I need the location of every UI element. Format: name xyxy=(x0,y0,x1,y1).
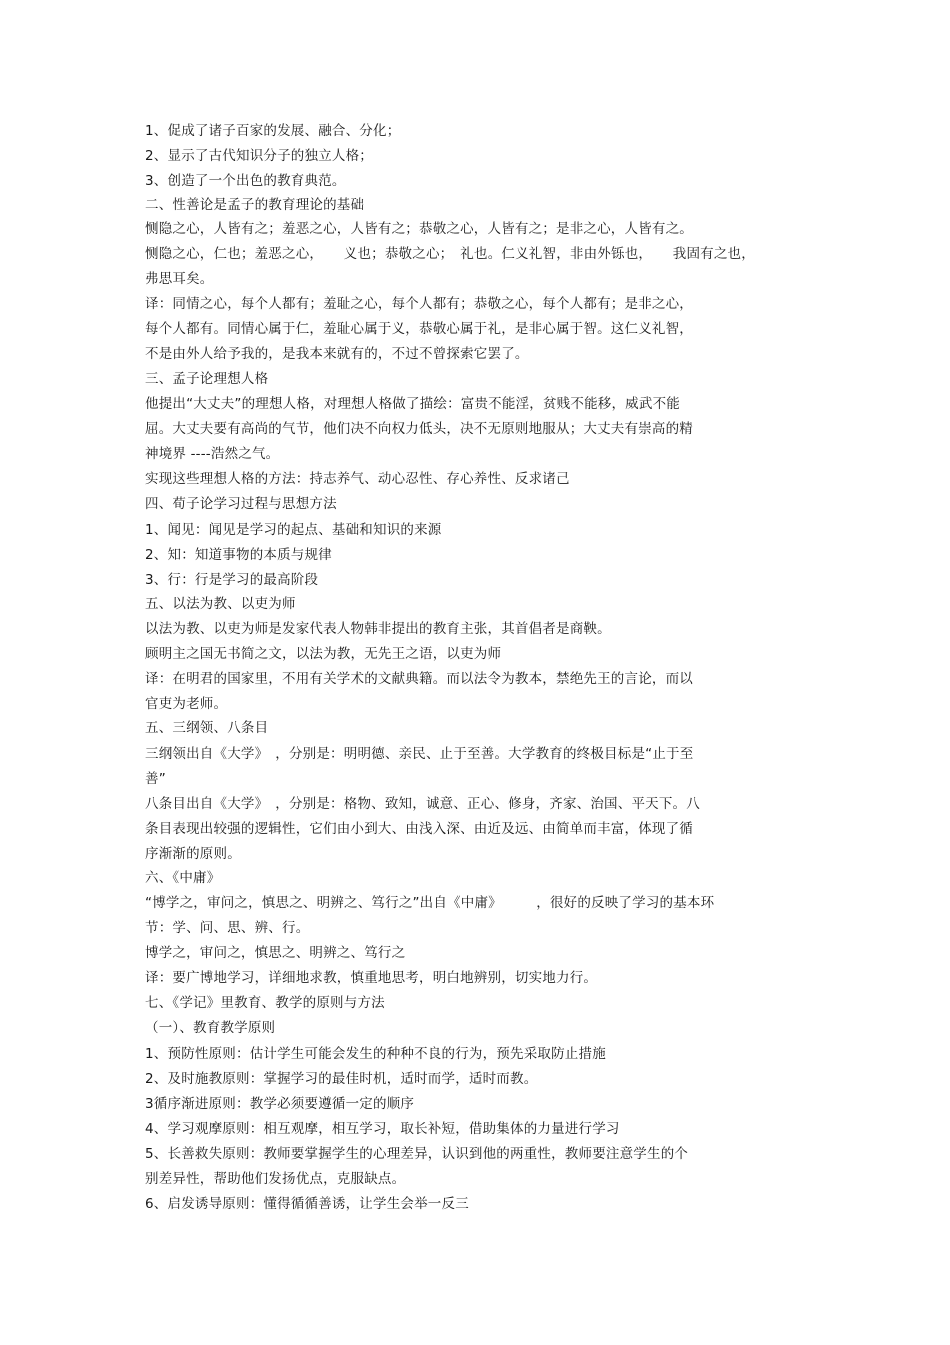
section-heading: 三、孟子论理想人格 xyxy=(145,371,269,387)
text-line: 每个人都有。同情心属于仁，羞耻心属于义，恭敬心属于礼，是非心属于智。这仁义礼智， xyxy=(145,321,693,337)
text-line: 1、促成了诸子百家的发展、融合、分化； xyxy=(145,123,401,139)
text-line: 恻隐之心，人皆有之；羞恶之心，人皆有之；恭敬之心，人皆有之；是非之心，人皆有之。 xyxy=(145,221,693,237)
text-line: 4、学习观摩原则：相互观摩，相互学习，取长补短，借助集体的力量进行学习 xyxy=(145,1121,620,1137)
text-line: 译：在明君的国家里，不用有关学术的文献典籍。而以法令为教本，禁绝先王的言论，而以 xyxy=(145,671,693,687)
subsection-heading: （一）、教育教学原则 xyxy=(145,1020,276,1036)
text-line: 八条目出自《大学》 ，分别是：格物、致知，诚意、正心、修身，齐家、治国、平天下。八 xyxy=(145,796,700,812)
text-line: 博学之，审问之，慎思之、明辨之、笃行之 xyxy=(145,945,406,961)
section-heading: 七、《学记》里教育、教学的原则与方法 xyxy=(145,995,385,1011)
text-line: 三纲领出自《大学》 ，分别是：明明德、亲民、止于至善。大学教育的终极目标是“止于至 xyxy=(145,746,694,762)
text-line: 2、及时施教原则：掌握学习的最佳时机，适时而学，适时而教。 xyxy=(145,1071,538,1087)
text-line: 别差异性，帮助他们发扬优点，克服缺点。 xyxy=(145,1171,406,1187)
section-heading: 二、性善论是孟子的教育理论的基础 xyxy=(145,197,365,213)
text-line: 顾明主之国无书简之文，以法为教，无先王之语，以吏为师 xyxy=(145,646,502,662)
section-heading: 五、以法为教、以吏为师 xyxy=(145,596,296,612)
text-line: 官吏为老师。 xyxy=(145,696,228,712)
text-line: 6、启发诱导原则：懂得循循善诱，让学生会举一反三 xyxy=(145,1196,469,1212)
text-line: 以法为教、以吏为师是发家代表人物韩非提出的教育主张，其首倡者是商鞅。 xyxy=(145,621,611,637)
text-line: 2、知：知道事物的本质与规律 xyxy=(145,547,332,563)
text-line: 他提出“大丈夫”的理想人格，对理想人格做了描绘：富贵不能淫，贫贱不能移，威武不能 xyxy=(145,396,680,412)
text-line: 条目表现出较强的逻辑性，它们由小到大、由浅入深、由近及远、由简单而丰富，体现了循 xyxy=(145,821,693,837)
section-heading: 四、荀子论学习过程与思想方法 xyxy=(145,496,337,512)
text-line: 恻隐之心，仁也；羞恶之心， 义也；恭敬之心； 礼也。仁义礼智，非由外铄也， 我固有之也， xyxy=(145,246,755,262)
text-line: 实现这些理想人格的方法：持志养气、动心忍性、存心养性、反求诸己 xyxy=(145,471,570,487)
section-heading: 五、三纲领、八条目 xyxy=(145,720,269,736)
text-line: 译：同情之心，每个人都有；羞耻之心，每个人都有；恭敬之心，每个人都有；是非之心， xyxy=(145,296,693,312)
text-line: 译：要广博地学习，详细地求教，慎重地思考，明白地辨别，切实地力行。 xyxy=(145,970,598,986)
text-line: 序渐渐的原则。 xyxy=(145,846,241,862)
text-line: 3循序渐进原则：教学必须要遵循一定的顺序 xyxy=(145,1096,415,1112)
text-line: 1、闻见：闻见是学习的起点、基础和知识的来源 xyxy=(145,522,442,538)
text-line: 不是由外人给予我的，是我本来就有的，不过不曾探索它罢了。 xyxy=(145,346,529,362)
text-line: 神境界 ----浩然之气。 xyxy=(145,446,280,462)
section-heading: 六、《中庸》 xyxy=(145,870,221,886)
text-line: 3、创造了一个出色的教育典范。 xyxy=(145,173,346,189)
text-line: 2、显示了古代知识分子的独立人格； xyxy=(145,148,373,164)
text-line: 节：学、问、思、辨、行。 xyxy=(145,920,310,936)
text-line: 善” xyxy=(145,771,166,787)
text-line: 5、长善救失原则：教师要掌握学生的心理差异，认识到他的两重性，教师要注意学生的个 xyxy=(145,1146,689,1162)
text-line: 屈。大丈夫要有高尚的气节，他们决不向权力低头，决不无原则地服从；大丈夫有崇高的精 xyxy=(145,421,693,437)
text-line: “博学之，审问之，慎思之、明辨之、笃行之”出自《中庸》 ，很好的反映了学习的基本环 xyxy=(145,895,715,911)
text-line: 1、预防性原则：估计学生可能会发生的种种不良的行为，预先采取防止措施 xyxy=(145,1046,606,1062)
text-line: 弗思耳矣。 xyxy=(145,271,214,287)
text-line: 3、行：行是学习的最高阶段 xyxy=(145,572,319,588)
